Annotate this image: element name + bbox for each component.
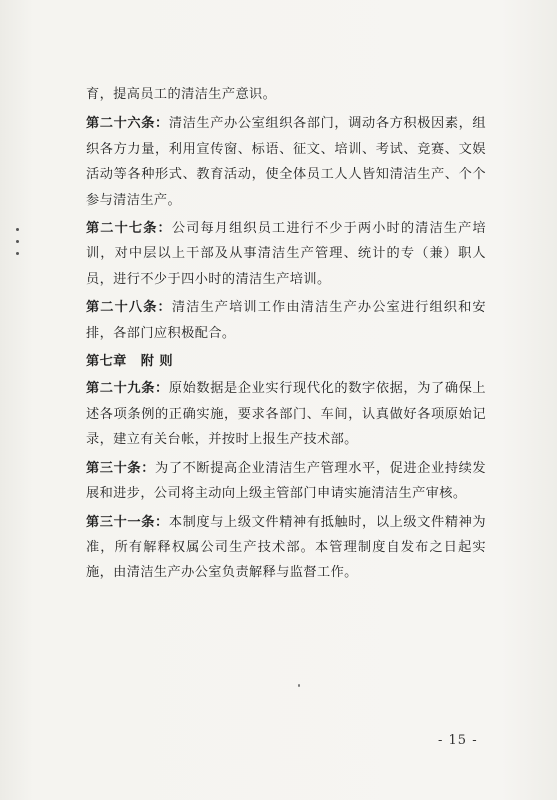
chapter-number: 第七章 bbox=[86, 354, 127, 370]
continued-paragraph: 育，提高员工的清洁生产意识。 bbox=[86, 87, 277, 102]
article-text: 清洁生产办公室组织各部门，调动各方积极因素，组织各方力量，利用宣传窗、标语、征文、培训、考试、竞赛、文娱活动等各种形式、教育活动，使全体员工人人皆知清洁生产、个个参与清洁生产。 bbox=[86, 116, 487, 208]
document-body bbox=[86, 82, 486, 589]
article-31 bbox=[86, 510, 486, 586]
article-30 bbox=[86, 456, 486, 507]
article-text: 公司每月组织员工进行不少于两小时的清洁生产培训，对中层以上干部及从事清洁生产管理、统计的专（兼）职人员，进行不少于四小时的清洁生产培训。 bbox=[86, 221, 486, 287]
binding-mark-1 bbox=[16, 228, 19, 231]
article-26 bbox=[86, 111, 486, 213]
article-29 bbox=[86, 376, 486, 452]
article-label: 第二十七条： bbox=[86, 221, 172, 237]
article-28 bbox=[86, 295, 486, 346]
binding-mark-3 bbox=[16, 252, 19, 255]
article-label: 第三十条： bbox=[86, 460, 156, 476]
article-text: 本制度与上级文件精神有抵触时，以上级文件精神为准，所有解释权属公司生产技术部。本管理制度自发布之日起实施，由清洁生产办公室负责解释与监督工作。 bbox=[86, 514, 487, 581]
article-label: 第三十一条： bbox=[86, 514, 169, 530]
article-text: 为了不断提高企业清洁生产管理水平，促进企业持续发展和进步，公司将主动向上级主管部门申请实施清洁生产审核。 bbox=[86, 460, 487, 502]
binding-mark-2 bbox=[16, 240, 19, 243]
chapter-title: 附 则 bbox=[140, 354, 173, 370]
article-label: 第二十八条： bbox=[86, 300, 172, 316]
article-27 bbox=[86, 216, 486, 292]
article-label: 第二十九条： bbox=[86, 381, 169, 397]
article-label: 第二十六条： bbox=[86, 116, 169, 132]
article-text: 原始数据是企业实行现代化的数字依据，为了确保上述各项条例的正确实施，要求各部门、车间，认真做好各项原始记录，建立有关台帐，并按时上报生产技术部。 bbox=[86, 381, 487, 448]
chapter-heading bbox=[86, 349, 486, 374]
scan-speck bbox=[298, 684, 300, 687]
article-text: 清洁生产培训工作由清洁生产办公室进行组织和安排，各部门应积极配合。 bbox=[86, 300, 486, 341]
page-number: - 15 - bbox=[438, 733, 478, 748]
